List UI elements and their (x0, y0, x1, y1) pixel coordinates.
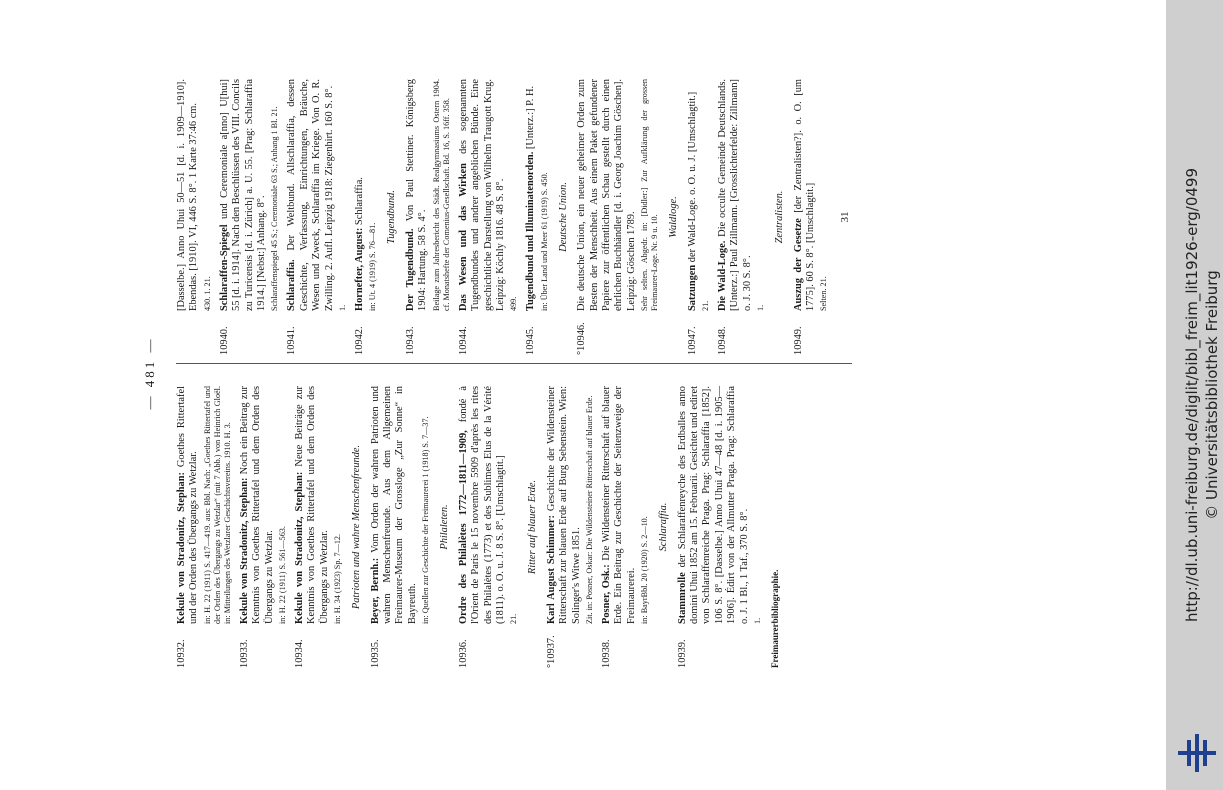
entry-title: Karl August Schimmer: (545, 511, 557, 624)
right-column (176, 79, 852, 364)
bibliography-entry (576, 79, 660, 355)
entry-title: Die Wald-Loge. (716, 236, 728, 311)
entry-note: Zit. in: Posner, Oskar: Die Wildensteiner Ritterschaft auf blauer Erde. (584, 395, 594, 624)
entry-title: Auszug der Gesetze (792, 212, 804, 311)
entry-note: 1. (756, 304, 766, 311)
entry-number: 10940. (218, 326, 230, 355)
entry-note: 430. 1. 21. (202, 276, 212, 311)
bibliography-entry (687, 79, 711, 355)
bibliography-entry (601, 386, 650, 668)
entry-text: Der Weltbund. Allschlaraffia, dessen Geschichte, Verfassung, Einrichtungen, Bräuche, Wesen und Zweck, Schlaraffia im Kriege. Von O. R. Zwilling. 2. Aufl. Leipzig 1918: Ziegenhirt. 160 S. 8°. (286, 79, 335, 311)
entry-note: in: H. 34 (1923) Sp. 7—12. (333, 533, 343, 624)
entry-number: 10936. (457, 639, 469, 668)
entry-number: 10938. (600, 639, 612, 668)
left-column (176, 386, 781, 668)
entry-number: °10937. (545, 635, 557, 668)
entry-text: [Dasselbe.] Anno Uhui 50—51 [d. i. 1909—1910]. Ebendas. [1910]. VI, 446 S. 8°. 1 Karte 37:46 cm. (176, 79, 200, 311)
entry-title: Tugendbund und Illuminatenorden. (525, 149, 537, 311)
bibliography-entry (458, 79, 520, 355)
entry-note: in: BayrBbl. 20 (1920) S. 2—10. (640, 516, 650, 624)
entry-note: in: Quellen zur Geschichte der Freimaurerei 1 (1918) S. 7—37. (421, 416, 431, 624)
entry-note: Sehr selten. Abgedr. in: [Didler:] Zur Aufklärung der grossen Freimaurer-Loge. Nr. 9 u. 10. (640, 79, 660, 311)
entry-text: und Ceremoniale a[nno] U[hui] 55 [d. i. 1914]. Nach den Beschlüssen des VIII. Concils zu Turicensis [d. i. Zürich] a. U. 55. [Prag: Schlaraffia 1914.] [Nebst:] Anhang. 8°. (218, 79, 268, 311)
bibliography-entry (176, 386, 233, 668)
bibliography-entry (176, 79, 213, 355)
entry-text: der Wald-Loge. o. O. u. J. [Umschlagtit.] (686, 91, 698, 263)
entry-title: Das Wesen und das Wirken (457, 153, 469, 311)
entry-number: 10949. (792, 326, 804, 355)
entry-number: 10943. (404, 326, 416, 355)
page-number: — 481 — (142, 336, 157, 410)
rotated-scan-page (138, 78, 1063, 668)
entry-text: Vom Orden der wahren Patrioten und wahren Menschenfreunde. Aus dem Allgemeinen Freimaurer-Museum der Grossloge „Zur Sonne“ in Bayreuth. (369, 386, 418, 624)
bibliography-entry (370, 386, 432, 668)
entry-number: 10933. (238, 639, 250, 668)
section-heading: Schlaraffia. (658, 502, 670, 552)
entry-note: 21. (509, 613, 519, 624)
entry-note: in: H. 22 (1911) S. 561—563. (278, 526, 288, 624)
entry-text: Von Paul Stettiner. Königsberg 1904: Hartung. 58 S. 4°. (404, 79, 429, 311)
entry-note: 1. (753, 617, 762, 624)
entry-title: Beyer, Bernh.: (369, 552, 381, 624)
copyright-notice: © Universitätsbibliothek Freiburg (1203, 270, 1221, 520)
entry-title: Hornefter, August: (354, 225, 366, 311)
entry-number: 10947. (686, 326, 698, 355)
entry-text: Goethes Rittertafel und der Orden des Übergangs zu Wetzlar. (176, 386, 200, 624)
entry-title: Ordre des Philalètes 1772—1811—1909, (457, 422, 469, 624)
entry-note: 1. (338, 304, 348, 311)
entry-note: 21. (700, 300, 710, 311)
section-heading: Zentralisten. (774, 190, 786, 244)
entry-title: Kekule von Stradonitz, Stephan: (176, 467, 187, 624)
entry-note: in: Über Land und Meer 61 (1919) S. 450. (539, 172, 549, 311)
bibliography-entry (458, 386, 520, 668)
entry-text: Die Wildensteiner Ritterschaft auf blauer Erde. Ein Beitrag zur Geschichte der Seitenzweige der Freimaurerei. (600, 386, 637, 624)
section-heading: Patrioten und wahre Menschenfreunde. (351, 444, 363, 610)
entry-note: Schlaraffenspiegel 45 S.; Ceremoniale 63 S.; Anhang 1 Bl. 21. (270, 106, 280, 311)
entry-number: 10942. (354, 326, 366, 355)
entry-number: 10941. (286, 326, 298, 355)
bibliography-entry (793, 79, 830, 355)
entry-title: Kekule von Stradonitz, Stephan: (238, 474, 250, 624)
bibliography-entry (294, 386, 343, 668)
entry-text: Noch ein Beitrag zur Kenntnis von Goethes Rittertafel und dem Orden des Übergangs zu Wetzlar. (238, 386, 275, 624)
entry-text: [Unterz.:] P. H. (525, 85, 537, 150)
entry-title: Der Tugendbund. (404, 221, 416, 311)
entry-text: Die deutsche Union, ein neuer geheimer Orden zum Besten der Menschheit. Aus einem Paket gefundener Papiere zur öffentlichen Schau gestellt durch einen ehrlichen Buchhändler [d. i. Georg Joachim Göschen]. Leipzig: Göschen 1789. (576, 79, 637, 311)
bibliography-entry (546, 386, 595, 668)
entry-number: 10939. (676, 639, 688, 668)
permalink-url[interactable]: http://dl.ub.uni-freiburg.de/diglit/bibl_freim_lit1926-erg/0499 (1183, 167, 1201, 623)
entry-title: Kekule von Stradonitz, Stephan: (294, 466, 306, 624)
entry-text: Die occulte Gemeinde Deutschlands. [Unterz.:] Paul Zillmann. [Grosslichterfelde: Zillmann] o. J. 30 S. 8°. (716, 78, 753, 311)
bibliography-entry (717, 79, 766, 355)
bibliography-entry (219, 79, 281, 355)
entry-number: 10945. (525, 326, 537, 355)
entry-note: Selten. 21. (819, 276, 829, 311)
section-heading: Deutsche Union. (557, 182, 569, 252)
entry-title: Posner, Osk.: (600, 560, 612, 624)
entry-number: °10946. (576, 322, 588, 355)
section-heading: Ritter auf blauer Erde. (527, 479, 539, 575)
entry-number: 10948. (716, 326, 728, 355)
entry-text: des sogenannten Tugendbundes und andrer angeblichen Bünde. Eine geschichtliche Darstellung von Wilhelm Traugott Krug. Leipzig: Köchly 1816. 48 S. 8°. (457, 79, 506, 311)
entry-note: in: H. 22 (1911) S. 417—419. aus: Bbl. Nach: „Goethes Rittertafel und der Orden des Übergangs zu Wetzlar“ (mit 7 Abb.) von Heinrich Gloël. in: Mitteilungen des Wetzlarer Geschichtsvereins. 1910. H. 3. (202, 386, 232, 624)
entry-title: Schlaraffia. (286, 250, 298, 311)
section-heading: Philaleten. (439, 504, 451, 550)
entry-text: [der Zentralisten?]. o. O. [um 1775]. 60 S. 8°. [Umschlagtit.] (792, 79, 816, 311)
bibliography-entry (525, 79, 549, 355)
entry-number: 10944. (457, 326, 469, 355)
bibliography-entry (677, 386, 763, 668)
entry-title: Stammrolle (676, 567, 688, 624)
entry-text: der Schlaraffenreyche des Erdballes anno domini Uhui 1852 am 15. Februarii. Gesichtet und ediret von Schlaraffenreiche Praga. Prag: Schlaraffia [1852]. 106 S. 8°. [Dasselbe.] Anno Uhui 47—48 [d. i. 1905—1906]. Édirt von der Allmutter Praga. Prag: Schlaraffia o. J. 1 Bl., 1 Taf., 370 S. 8°. (676, 385, 750, 624)
section-heading: Tugendbund. (386, 190, 398, 244)
bibliography-entry (354, 79, 378, 355)
library-logo-icon (1176, 732, 1218, 774)
bibliography-entry (405, 79, 452, 355)
entry-note: Beilage zum Jahresbericht des Städt. Realgymnasiums Ostern 1904. cf. Monatshefte der Comenius-Gesellschaft. Bd. 16, S. 16ff. 358. (431, 79, 451, 311)
entry-number: 10934. (294, 639, 306, 668)
entry-title: Satzungen (686, 262, 698, 311)
bibliography-entry (286, 79, 348, 355)
entry-text: Neue Beiträge zur Kenntnis von Goethes Rittertafel und dem Orden des Übergangs zu Wetzlar. (294, 386, 330, 624)
entry-note: 499. (509, 296, 519, 311)
bibliography-entry (239, 386, 288, 668)
entry-number: 10935. (369, 639, 381, 668)
footer-series-title: Freimaurerbibliographie. (770, 569, 780, 668)
entry-text: fondé à l'Orient de Paris le 15 novembre 5909 d'après les rites des Philalètes (1773) et des Sublimes Elus de la Vérité (1811). o. O. u. J. 8 S. 8°. [Umschlagtit.] (457, 386, 506, 624)
footer-signature: 31 (839, 211, 852, 223)
section-heading: Waldloge. (668, 196, 680, 238)
entry-title: Schlaraffen-Spiegel (218, 218, 230, 311)
entry-text: Schlaraffia. (354, 177, 366, 226)
page-header (138, 78, 168, 668)
entry-number: 10932. (176, 639, 187, 668)
entry-text: Geschichte der Wildensteiner Ritterschaft zur blauen Erde auf Burg Sebenstein. Wien: Solinger's Witwe 1851. (545, 386, 582, 624)
entry-note: in: Ut. 4 (1919) S. 76—81. (368, 222, 378, 311)
